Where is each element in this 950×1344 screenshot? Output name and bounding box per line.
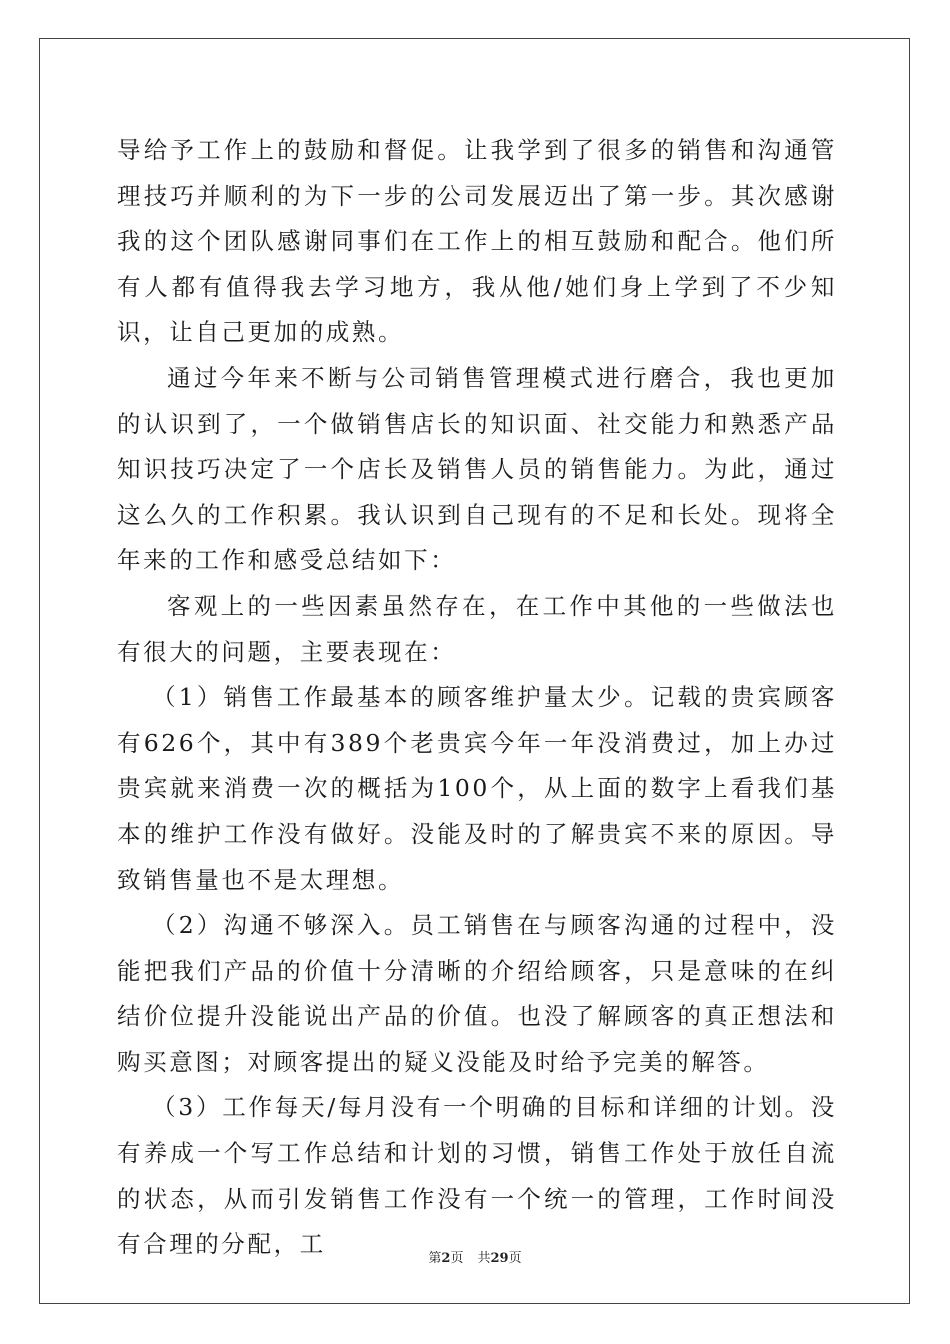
footer-page-current: 2	[441, 1251, 451, 1266]
footer-page-prefix: 第	[428, 1251, 442, 1266]
paragraph-reflection: 通过今年来不断与公司销售管理模式进行磨合，我也更加的认识到了，一个做销售店长的知识面、社交能力和熟悉产品知识技巧决定了一个店长及销售人员的销售能力。为此，通过这么久的工作积累。我认识到自己现有的不足和长处。现将全年来的工作和感受总结如下：	[117, 363, 837, 575]
footer-total-unit: 页	[508, 1251, 522, 1266]
paragraph-problems-intro: 客观上的一些因素虽然存在，在工作中其他的一些做法也有很大的问题，主要表现在：	[117, 591, 837, 666]
document-body	[117, 128, 837, 1268]
paragraph-problem-1: （1）销售工作最基本的顾客维护量太少。记载的贵宾顾客有626个，其中有389个老贵宾今年一年没消费过，加上办过贵宾就来消费一次的概括为100个，从上面的数字上看我们基本的维护工作没有做好。没能及时的了解贵宾不来的原因。导致销售量也不是太理想。	[117, 683, 837, 894]
paragraph-problem-2: （2）沟通不够深入。员工销售在与顾客沟通的过程中，没能把我们产品的价值十分清晰的介绍给顾客，只是意味的在纠结价位提升没能说出产品的价值。也没了解顾客的真正想法和购买意图；对顾客提出的疑义没能及时给予完美的解答。	[117, 911, 837, 1076]
footer-total-prefix: 共	[477, 1251, 491, 1266]
footer-page-unit: 页	[450, 1251, 464, 1266]
paragraph-problem-3: （3）工作每天/每月没有一个明确的目标和详细的计划。没有养成一个写工作总结和计划的习惯，销售工作处于放任自流的状态，从而引发销售工作没有一个统一的管理，工作时间没有合理的分配，工	[117, 1093, 837, 1259]
page-footer	[0, 1247, 950, 1266]
paragraph-continuation: 导给予工作上的鼓励和督促。让我学到了很多的销售和沟通管理技巧并顺利的为下一步的公司发展迈出了第一步。其次感谢我的这个团队感谢同事们在工作上的相互鼓励和配合。他们所有人都有值得我去学习地方，我从他/她们身上学到了不少知识，让自己更加的成熟。	[117, 136, 837, 347]
footer-page-total: 29	[490, 1251, 509, 1266]
